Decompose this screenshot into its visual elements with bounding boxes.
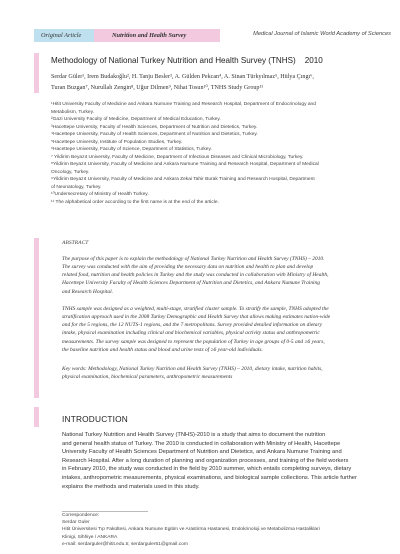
- introduction-line: and general health status of Turkey. The 2010 is conducted in collaboration with Ministry of Health, Hacettepe: [62, 440, 341, 447]
- article-type-tag: [34, 29, 94, 42]
- introduction-line: in February 2010, the study was conducted in the field by 2010 summer, which entails completing surveys, dietary: [62, 466, 352, 473]
- article-title-year: 2010: [304, 56, 323, 65]
- introduction-line: National Turkey Nutrition and Health Survey (TNHS)-2010 is a study that aims to document the nutrition: [62, 432, 326, 438]
- introduction-line: University Faculty of Health Sciences Department of Nutrition and Dietetics, and Ankara Numune Training and: [62, 449, 342, 456]
- affiliation-line: ¹Hitit University Faculty of Medicine and Ankara Numune Training and Research Hospital, Department of Endocrinology and: [51, 102, 316, 107]
- affiliation-line: Metabolism, Turkey.: [51, 109, 94, 115]
- affiliation-line: ³Hacettepe University, Faculty of Health Sciences, Department of Nutrition and Dietetics, Turkey.: [51, 124, 258, 130]
- abstract-accent-bar: [34, 238, 39, 398]
- affiliation-line: ⁵Hacettepe University, Institute of Population Studies, Turkey.: [51, 139, 183, 145]
- abstract-line: The purpose of this paper is to explain the methodology of National Turkey Nutrition and Health Survey (TNHS) – 2010.: [62, 256, 325, 262]
- introduction-line: intakes, anthropometric measurements, physical examinations, and biological sample collections. This article further: [62, 474, 357, 481]
- abstract-paragraph-purpose: [62, 255, 390, 296]
- abstract-line: and Research Hospital.: [62, 288, 113, 295]
- author-line: Serdar Güler¹, Irem Budakoğlu², H. Tanju Besler³, A. Gülden Pekcan⁴, A. Sinan Türkyılmaz⁵, Hülya Çıngı⁶,: [51, 74, 314, 80]
- abstract-line: and for the 5 regions, the 12 NUTS-1 regions, and the 7 metropolitans. Survey provided detailed information on dietary: [62, 322, 323, 329]
- abstract-line: Hacettepe University Faculty of Health Sciences Department of Nutrition and Dietetics, and Ankara Numune Training: [62, 280, 320, 287]
- correspondence-email: e-mail: serdarguler@hitit.edu.tr, serdarguler61@gmail.com: [62, 541, 188, 547]
- introduction-line: Research Hospital. After a long duration of planning and organization processes, and training of the field workers: [62, 457, 349, 464]
- title-accent-bar: [34, 53, 39, 93]
- correspondence-line: Klinigi, Sihhiye / ANKARA: [62, 534, 118, 540]
- affiliations: [51, 101, 391, 206]
- abstract-line: TNHS sample was designed as a weighted, multi-stage, stratified cluster sample. To stratify the sample, TNHS adopted the: [62, 306, 329, 312]
- affiliation-line: ¹⁰Undersecretary of Ministry of Health Turkey.: [51, 192, 149, 197]
- author-line: Turan Buzgan⁷, Nurullah Zengin⁸, Uğur Dilmen⁹, Nihat Tosun¹⁰, TNHS Study Group¹¹: [51, 85, 264, 91]
- keywords-line: Key words: Methodology, National Turkey Nutrition and Health Survey (TNHS) – 2010, dietary intake, nutrition habits,: [62, 366, 323, 372]
- introduction-line: explains the methods and materials used in this study.: [62, 483, 200, 490]
- affiliation-line: Oncology, Turkey.: [51, 169, 90, 175]
- article-header-tags: [34, 29, 220, 42]
- journal-name: Medical Journal of Islamic World Academy of Sciences: [253, 31, 391, 37]
- author-list: [51, 72, 391, 94]
- article-type-label: Original Article: [41, 32, 82, 39]
- section-tag: [94, 29, 220, 42]
- abstract-paragraph-sample: [62, 305, 390, 354]
- section-label: Nutrition and Health Survey: [112, 32, 187, 39]
- affiliation-line: ²Gazi University Faculty of Medicine, Department of Medical Education, Turkey.: [51, 117, 221, 122]
- abstract-heading: ABSTRACT: [62, 240, 89, 246]
- abstract-line: intake, physical examination including clinical and biochemical variables, physical activity status and anthropometric: [62, 330, 320, 337]
- affiliation-line: ⁴Hacettepe University, Faculty of Health Sciences, Department of Nutrition and Dietetics, Turkey.: [51, 132, 258, 137]
- affiliation-line: ⁷ Yildirim Beyazıt University, Faculty of Medicine, Department of Infectious Diseases and Clinical Microbiology, Turkey.: [51, 154, 304, 160]
- introduction-heading: INTRODUCTION: [62, 414, 129, 424]
- keywords: [62, 365, 390, 381]
- affiliation-line: ⁹Yildirim Beyazıt University, Faculty of Medicine and Ankara Zekai Tahir Burak Training and Research Hospital, Department: [51, 177, 315, 182]
- abstract-line: related food, nutrition and health policies in Turkey and the study was conducted in collaboration with Ministry of Health,: [62, 272, 329, 279]
- correspondence-line: Correspondence:: [62, 513, 100, 518]
- article-title: [51, 56, 323, 65]
- article-title-text: Methodology of National Turkey Nutrition and Health Survey (TNHS): [51, 56, 296, 65]
- affiliation-line: of Neonatology, Turkey.: [51, 184, 102, 190]
- affiliation-line: ⁸Yildirim Beyazıt University, Faculty of Medicine and Ankara Numune Training and Research Hospital, Department of Medical: [51, 162, 319, 167]
- abstract-line: the baseline nutrition and health status and blood and urine tests of ≥6 year-old individuals.: [62, 346, 263, 353]
- abstract-line: measurements. The survey sample was designed to represent the population of Turkey in age groups of 0-5 and ≥6 years,: [62, 338, 325, 345]
- affiliation-line: ¹¹ The alphabetical order according to the first name is at the end of the article.: [51, 199, 219, 205]
- correspondence-line: Serdar Guler: [62, 520, 90, 526]
- keywords-line: physical examination, biochemical parameters, anthropometric measurements: [62, 374, 233, 381]
- abstract-line: The survey was conducted with the aim of providing the necessary data on nutrition and health to plan and develop: [62, 264, 314, 271]
- intro-accent-bar: [34, 407, 39, 427]
- introduction-body: [62, 431, 392, 491]
- affiliation-line: ⁶Hacettepe University, Faculty of Science, Department of Statistics, Turkey.: [51, 147, 212, 152]
- correspondence-line: Hitit Üniversitesi Tıp Fakültesi, Ankara Numune Egitim ve Arastirma Hastanesi, Endokrinoloji ve Metabolizma Hastaliklari: [62, 527, 320, 533]
- abstract-line: stratification approach used in the 2008 Turkey Demographic and Health Survey that allows making estimates nation-wide: [62, 314, 331, 321]
- correspondence-block: [62, 512, 392, 548]
